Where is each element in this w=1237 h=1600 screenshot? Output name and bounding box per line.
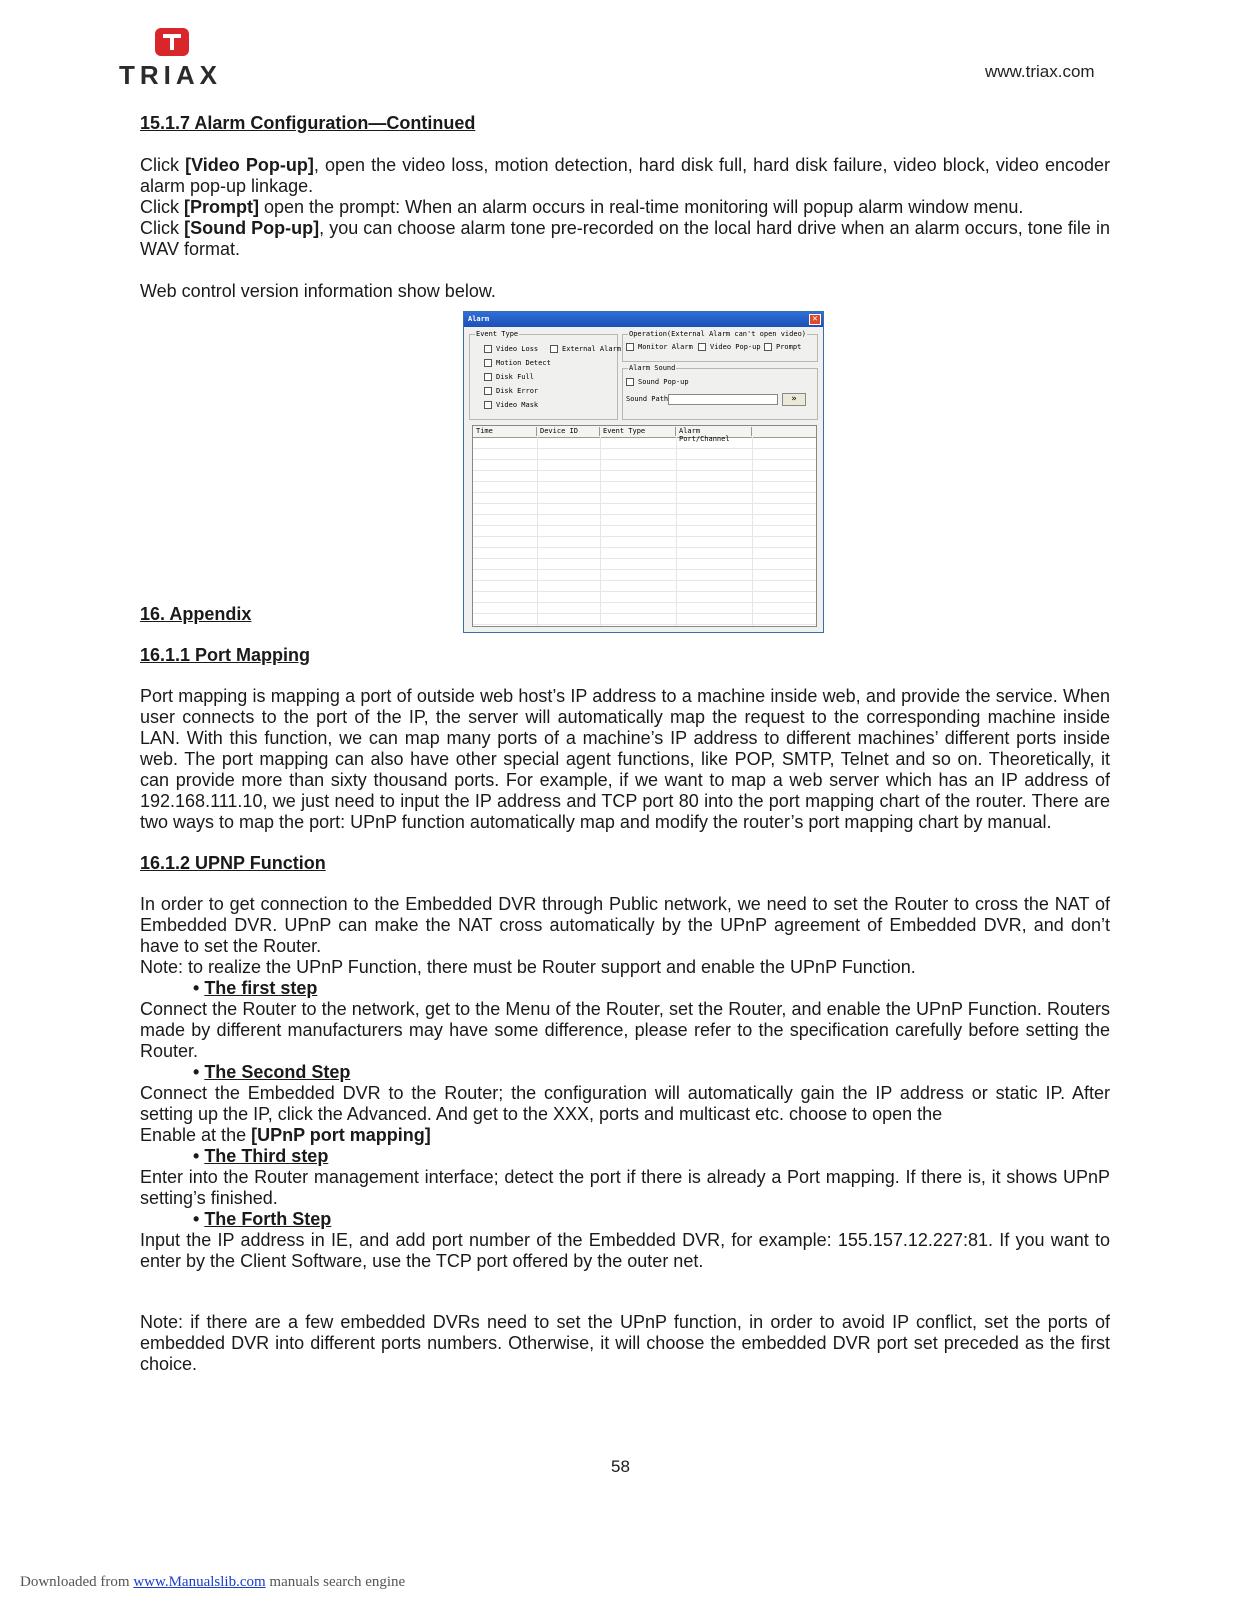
video-popup-checkbox[interactable]: Video Pop-up	[698, 343, 761, 351]
alarm-sound-label: Alarm Sound	[629, 364, 676, 372]
table-header	[473, 426, 816, 443]
column-time: Time	[473, 427, 537, 436]
sound-path-input[interactable]	[668, 394, 778, 405]
table-column-line	[537, 437, 538, 626]
column-device-id: Device ID	[537, 427, 600, 436]
step2-title: The Second Step	[204, 1062, 351, 1082]
section-15-1-7	[140, 113, 1110, 302]
column-alarm-port: Alarm Port/Channel	[676, 427, 752, 436]
port-mapping-heading: 16.1.1 Port Mapping	[140, 645, 311, 665]
video-popup-paragraph: Click [Video Pop-up], open the video loss, motion detection, hard disk full, hard disk failure, video block, video encoder alarm pop-up linkage.	[140, 155, 1111, 196]
video-mask-checkbox[interactable]: Video Mask	[484, 401, 538, 409]
column-event-type: Event Type	[600, 427, 676, 436]
table-column-line	[676, 437, 677, 626]
step2-enable: Enable at the [UPnP port mapping]	[140, 1125, 431, 1145]
upnp-intro: In order to get connection to the Embedded DVR through Public network, we need to set the Router to cross the NAT of Embedded DVR. UPnP can make the NAT cross automatically by the UPnP agreement of Embedded DVR, and don’t have to set the Router.	[140, 894, 1110, 956]
table-row-line	[473, 525, 816, 526]
table-row-line	[473, 514, 816, 515]
table-column-line	[752, 437, 753, 626]
step3-bullet: • The Third step	[193, 1146, 329, 1166]
table-row-line	[473, 602, 816, 603]
final-note: Note: if there are a few embedded DVRs need to set the UPnP function, in order to avoid IP conflict, set the ports of embedded DVR into different ports numbers. Otherwise, it will choose the embedded DVR port set preceded as the first choice.	[140, 1312, 1110, 1374]
table-row-line	[473, 470, 816, 471]
alarm-dialog	[463, 311, 824, 633]
external-alarm-checkbox[interactable]: External Alarm	[550, 345, 621, 353]
step4-text: Input the IP address in IE, and add port number of the Embedded DVR, for example: 155.157.12.227:81. If you want to enter by the Client Software, use the TCP port offered by the outer net.	[140, 1230, 1110, 1271]
prompt-checkbox[interactable]: Prompt	[764, 343, 801, 351]
page-number: 58	[611, 1457, 630, 1476]
step3-title: The Third step	[204, 1146, 329, 1166]
triax-logo-icon	[155, 28, 189, 56]
appendix-heading: 16. Appendix	[140, 604, 252, 624]
browse-button[interactable]: »	[782, 393, 806, 406]
sound-popup-checkbox[interactable]: Sound Pop-up	[626, 378, 689, 386]
step1-bullet: • The first step	[193, 978, 318, 998]
website-url: www.triax.com	[985, 62, 1095, 81]
upnp-note: Note: to realize the UPnP Function, there must be Router support and enable the UPnP Function.	[140, 957, 916, 977]
event-type-label: Event Type	[476, 330, 519, 338]
table-row-line	[473, 547, 816, 548]
table-row-line	[473, 536, 816, 537]
alarm-table	[472, 425, 817, 627]
video-loss-checkbox[interactable]: Video Loss	[484, 345, 538, 353]
operation-label: Operation(External Alarm can't open video)	[629, 330, 807, 338]
step1-title: The first step	[204, 978, 318, 998]
step1-text: Connect the Router to the network, get to the Menu of the Router, set the Router, and enable the UPnP Function. Routers made by different manufacturers may have some difference, please refer to the specification carefully before setting the Router.	[140, 999, 1110, 1061]
logo-wordmark: TRIAX	[119, 60, 222, 90]
table-row-line	[473, 448, 816, 449]
download-footer: Downloaded from www.Manualslib.com manuals search engine	[20, 1574, 406, 1590]
step2-text: Connect the Embedded DVR to the Router; the configuration will automatically gain the IP address or static IP. After setting up the IP, click the Advanced. And get to the XXX, ports and multicast etc. choose to open the	[140, 1083, 1110, 1124]
table-row-line	[473, 459, 816, 460]
step4-title: The Forth Step	[204, 1209, 332, 1229]
table-row-line	[473, 591, 816, 592]
event-type-group	[469, 330, 622, 420]
sound-path-label: Sound Path	[626, 395, 669, 403]
table-row-line	[473, 503, 816, 504]
dialog-title: Alarm	[468, 315, 490, 323]
motion-detect-checkbox[interactable]: Motion Detect	[484, 359, 551, 367]
section-16	[140, 604, 1110, 1375]
disk-error-checkbox[interactable]: Disk Error	[484, 387, 538, 395]
table-row-line	[473, 569, 816, 570]
web-control-caption: Web control version information show below.	[140, 281, 496, 301]
section-heading: 15.1.7 Alarm Configuration—Continued	[140, 113, 476, 133]
disk-full-checkbox[interactable]: Disk Full	[484, 373, 534, 381]
operation-group	[622, 330, 818, 362]
table-row-line	[473, 481, 816, 482]
port-mapping-text: Port mapping is mapping a port of outside web host’s IP address to a machine inside web, and provide the service. When user connects to the port of the IP, the server will automatically map the request to the corresponding machine inside LAN. With this function, we can map many ports of a machine’s IP address to different machines’ different ports inside web. The port mapping can also have other special agent functions, like POP, SMTP, Telnet and so on. Theoretically, it can provide more than sixty thousand ports. For example, if we want to map a web server which has an IP address of 192.168.111.10, we just need to input the IP address and TCP port 80 into the port mapping chart of the router. There are two ways to map the port: UPnP function automatically map and modify the router’s port mapping chart by manual.	[140, 686, 1110, 832]
table-row-line	[473, 580, 816, 581]
step3-text: Enter into the Router management interface; detect the port if there is already a Port mapping. If there is, it shows UPnP setting’s finished.	[140, 1167, 1110, 1208]
step4-bullet: • The Forth Step	[193, 1209, 332, 1229]
monitor-alarm-checkbox[interactable]: Monitor Alarm	[626, 343, 693, 351]
prompt-paragraph: Click [Prompt] open the prompt: When an alarm occurs in real-time monitoring will popup alarm window menu.	[140, 197, 1024, 217]
close-icon[interactable]: ✕	[809, 314, 821, 325]
sound-popup-paragraph: Click [Sound Pop-up], you can choose alarm tone pre-recorded on the local hard drive when an alarm occurs, tone file in WAV format.	[140, 218, 1110, 259]
upnp-heading: 16.1.2 UPNP Function	[140, 853, 326, 873]
manualslib-link[interactable]: www.Manualslib.com	[133, 1574, 266, 1590]
step2-bullet: • The Second Step	[193, 1062, 351, 1082]
table-column-line	[600, 437, 601, 626]
dialog-titlebar	[464, 312, 823, 327]
alarm-sound-group	[622, 364, 818, 420]
table-row-line	[473, 492, 816, 493]
table-row-line	[473, 558, 816, 559]
